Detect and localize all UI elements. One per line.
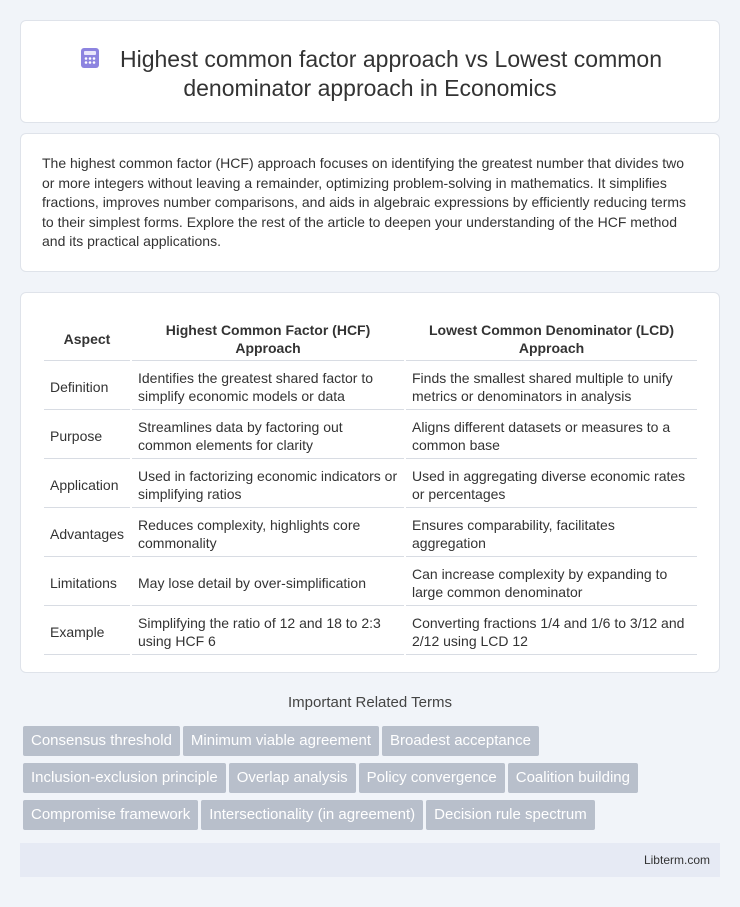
row-aspect: Definition bbox=[44, 363, 130, 410]
row-aspect: Application bbox=[44, 461, 130, 508]
row-aspect: Example bbox=[44, 608, 130, 655]
intro-card bbox=[20, 133, 720, 272]
related-term-tag[interactable]: Coalition building bbox=[508, 763, 638, 793]
header-hcf: Highest Common Factor (HCF) Approach bbox=[132, 317, 404, 361]
comparison-card bbox=[20, 292, 720, 673]
row-hcf: May lose detail by over-simplification bbox=[132, 559, 404, 606]
table-row bbox=[44, 461, 697, 508]
related-term-tag[interactable]: Inclusion-exclusion principle bbox=[23, 763, 226, 793]
header-lcd: Lowest Common Denominator (LCD) Approach bbox=[406, 317, 697, 361]
related-term-tag[interactable]: Broadest acceptance bbox=[382, 726, 539, 756]
table-row bbox=[44, 559, 697, 606]
row-hcf: Simplifying the ratio of 12 and 18 to 2:3 using HCF 6 bbox=[132, 608, 404, 655]
intro-paragraph: The highest common factor (HCF) approach focuses on identifying the greatest number that divides two or more integers without leaving a remainder, optimizing problem-solving in mathematics. It simplifies fractions, improves number comparisons, and aids in algebraic expressions by efficiently reducing terms to their simplest forms. Explore the rest of the article to deepen your understanding of the HCF method and its practical applications. bbox=[42, 155, 687, 250]
table-row bbox=[44, 412, 697, 459]
footer-site-link[interactable]: Libterm.com bbox=[643, 853, 710, 867]
related-term-tag[interactable]: Intersectionality (in agreement) bbox=[201, 800, 423, 830]
related-terms-heading: Important Related Terms bbox=[288, 694, 452, 711]
row-aspect: Advantages bbox=[44, 510, 130, 557]
related-term-tag[interactable]: Overlap analysis bbox=[229, 763, 356, 793]
row-lcd: Aligns different datasets or measures to a common base bbox=[406, 412, 697, 459]
row-hcf: Identifies the greatest shared factor to simplify economic models or data bbox=[132, 363, 404, 410]
calculator-icon bbox=[78, 46, 102, 70]
header-aspect: Aspect bbox=[44, 317, 130, 361]
related-term-tag[interactable]: Consensus threshold bbox=[23, 726, 180, 756]
related-terms-list bbox=[23, 726, 713, 837]
row-lcd: Ensures comparability, facilitates aggregation bbox=[406, 510, 697, 557]
row-hcf: Reduces complexity, highlights core commonality bbox=[132, 510, 404, 557]
related-term-tag[interactable]: Compromise framework bbox=[23, 800, 198, 830]
page-title: Highest common factor approach vs Lowest common denominator approach in Economics bbox=[119, 46, 663, 101]
table-row bbox=[44, 363, 697, 410]
row-aspect: Purpose bbox=[44, 412, 130, 459]
comparison-table bbox=[42, 315, 699, 657]
related-term-tag[interactable]: Decision rule spectrum bbox=[426, 800, 595, 830]
page-title-wrap bbox=[21, 45, 719, 103]
row-aspect: Limitations bbox=[44, 559, 130, 606]
table-row bbox=[44, 510, 697, 557]
title-card bbox=[20, 20, 720, 123]
tag-row bbox=[23, 763, 713, 800]
row-hcf: Streamlines data by factoring out common elements for clarity bbox=[132, 412, 404, 459]
tag-row bbox=[23, 800, 713, 837]
footer-bar bbox=[20, 843, 720, 877]
row-lcd: Converting fractions 1/4 and 1/6 to 3/12 and 2/12 using LCD 12 bbox=[406, 608, 697, 655]
row-lcd: Finds the smallest shared multiple to unify metrics or denominators in analysis bbox=[406, 363, 697, 410]
row-lcd: Used in aggregating diverse economic rates or percentages bbox=[406, 461, 697, 508]
tag-row bbox=[23, 726, 713, 763]
table-row bbox=[44, 608, 697, 655]
related-term-tag[interactable]: Policy convergence bbox=[359, 763, 505, 793]
row-hcf: Used in factorizing economic indicators or simplifying ratios bbox=[132, 461, 404, 508]
row-lcd: Can increase complexity by expanding to large common denominator bbox=[406, 559, 697, 606]
related-term-tag[interactable]: Minimum viable agreement bbox=[183, 726, 379, 756]
table-header-row bbox=[44, 317, 697, 361]
